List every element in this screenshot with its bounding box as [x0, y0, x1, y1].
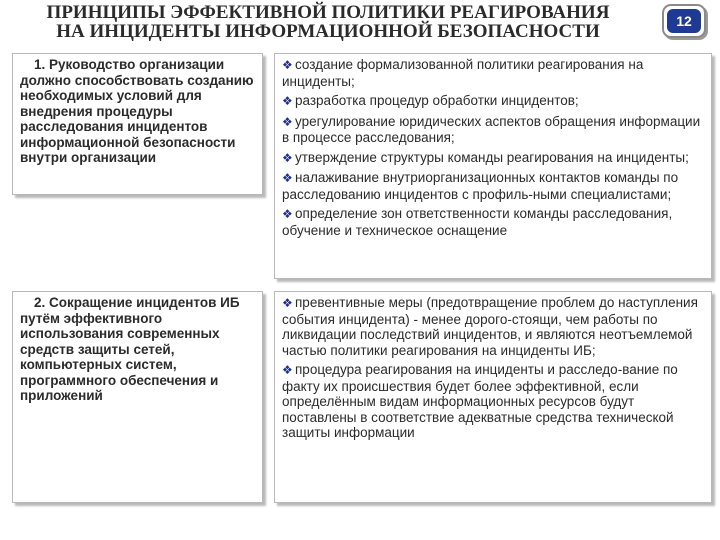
diamond-bullet-icon: ❖	[282, 363, 293, 377]
diamond-bullet-icon: ❖	[282, 94, 293, 108]
diamond-bullet-icon: ❖	[282, 207, 293, 221]
diamond-bullet-icon: ❖	[282, 58, 293, 72]
page-number: 12	[667, 9, 701, 33]
title-line-1: ПРИНЦИПЫ ЭФФЕКТИВНОЙ ПОЛИТИКИ РЕАГИРОВАНИЯ	[46, 2, 610, 23]
list-item: ❖ разработка процедур обработки инцидентов;	[282, 93, 579, 108]
list-item: ❖ процедура реагирования на инциденты и расследо-вание по факту их происшествия будет более эффективной, если определённым видам информационных ресурсов будут поставлены в соответствие адекватные средства технической защиты информации	[282, 362, 678, 440]
diamond-bullet-icon: ❖	[282, 296, 293, 310]
list-item: ❖ определение зон ответственности команды расследования, обучение и техническое оснащение	[282, 206, 673, 238]
page-title	[18, 3, 638, 41]
diamond-bullet-icon: ❖	[282, 150, 293, 165]
list-item: ❖ налаживание внутриорганизационных контактов команды по расследованию инцидентов с профиль-ными специалистами;	[282, 170, 679, 202]
diamond-bullet-icon: ❖	[282, 114, 293, 129]
list-item: ❖ превентивные меры (предотвращение проблем до наступления события инцидента) - менее дорого-стоящи, чем работы по ликвидации последствий инцидентов, и являются неотъемлемой частью политики реагирования на инциденты ИБ;	[282, 295, 698, 358]
list-item: ❖ урегулирование юридических аспектов обращения информации в процессе расследования;	[282, 113, 701, 145]
principle-1-text: 1. Руководство организации должно способствовать созданию необходимых условий для внедрения процедуры расследования инцидентов информационной безопасности внутри организации	[20, 57, 254, 165]
principle-1-details	[274, 53, 712, 279]
principle-2-box	[12, 291, 263, 503]
page-number-badge	[662, 4, 706, 38]
principle-2-text: 2. Сокращение инцидентов ИБ путём эффективного использования современных средств защиты сетей, компьютерных систем, программного обеспечения и приложений	[20, 295, 240, 403]
diamond-bullet-icon: ❖	[282, 171, 293, 185]
principle-1-box	[12, 53, 263, 195]
title-line-2: НА ИНЦИДЕНТЫ ИНФОРМАЦИОННОЙ БЕЗОПАСНОСТИ	[56, 21, 600, 42]
principle-2-details	[274, 291, 712, 503]
list-item: ❖ создание формализованной политики реагирования на инциденты;	[282, 57, 644, 89]
list-item: ❖ утверждение структуры команды реагирования на инциденты;	[282, 149, 689, 165]
